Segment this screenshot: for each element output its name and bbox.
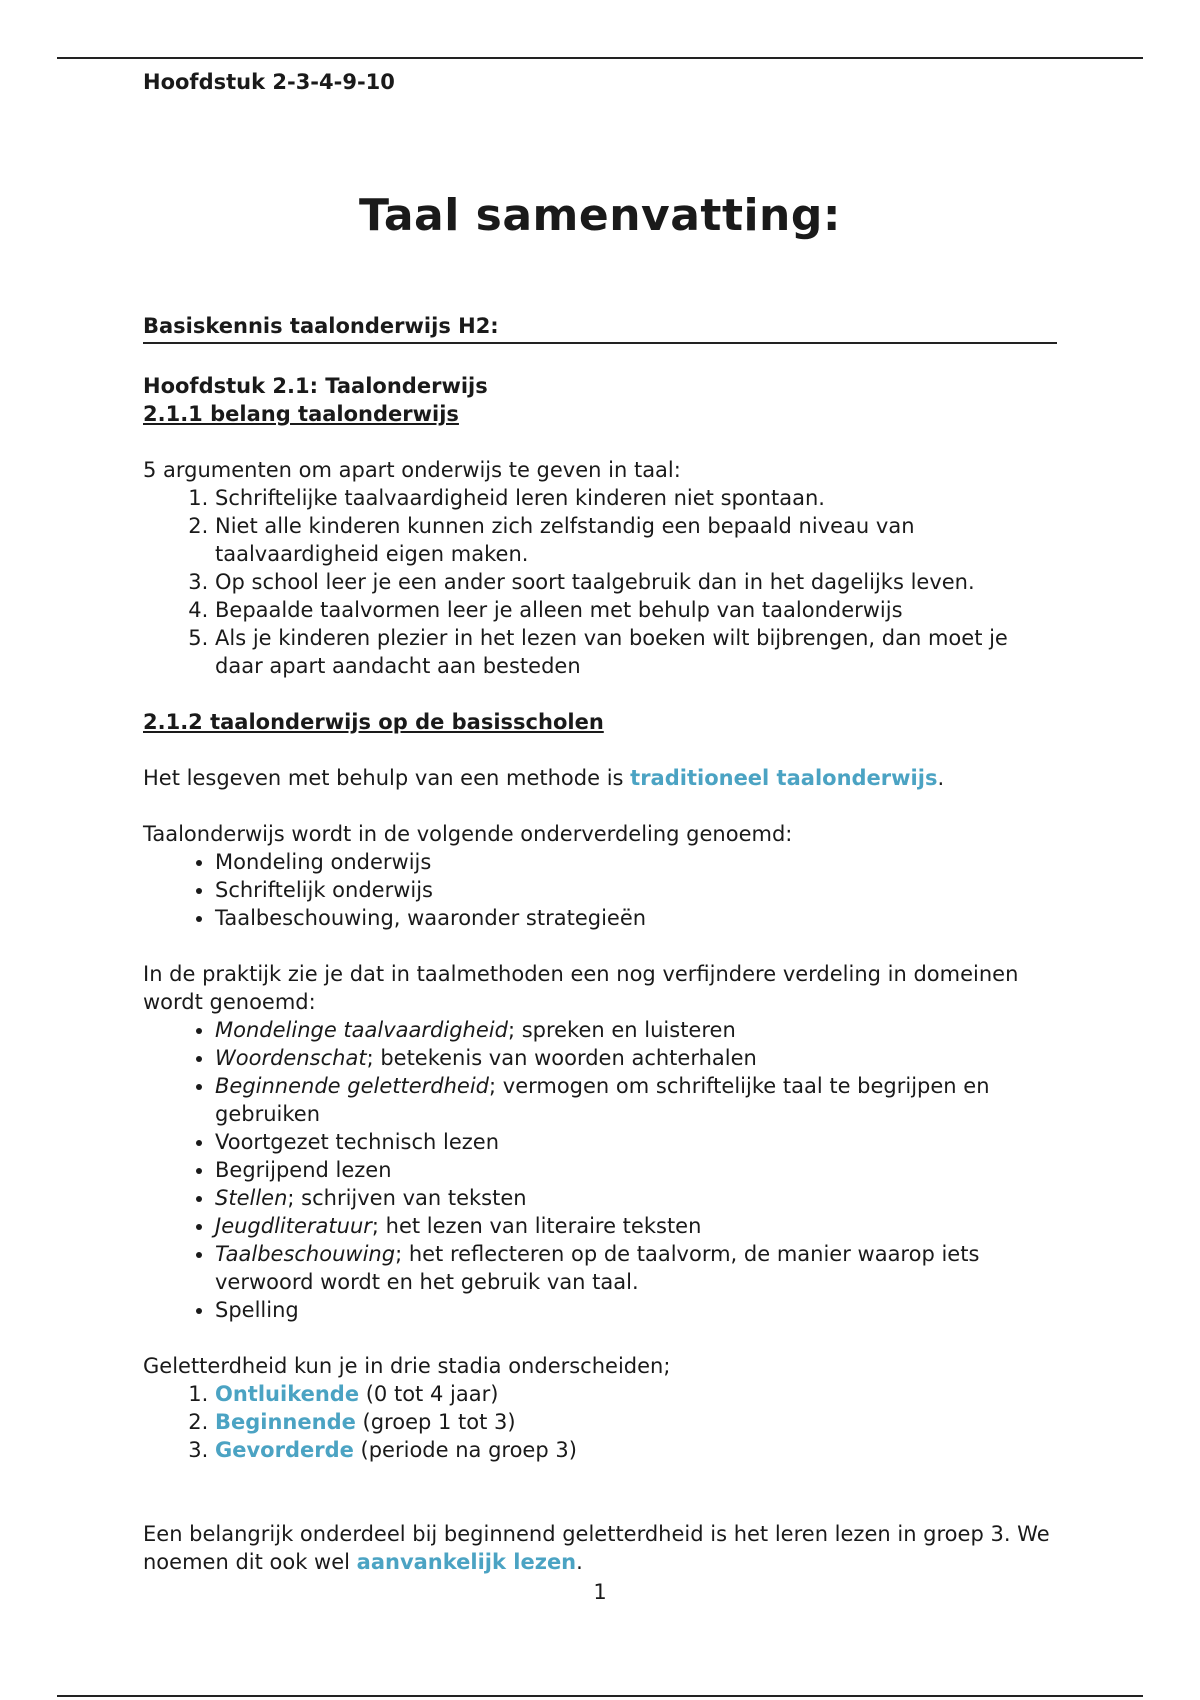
method-end: . (937, 766, 945, 790)
list-item: • Mondeling onderwijs (215, 848, 1057, 876)
division-list (143, 848, 1057, 932)
domain-term: Woordenschat (215, 1046, 367, 1070)
stage-desc: (periode na groep 3) (353, 1438, 577, 1462)
stage-desc: (0 tot 4 jaar) (359, 1382, 499, 1406)
domain-term: Stellen (215, 1186, 288, 1210)
method-text: Het lesgeven met behulp van een methode is (143, 766, 631, 790)
stage-term: Beginnende (215, 1410, 356, 1434)
chapter-heading: Hoofdstuk 2.1: Taalonderwijs (143, 374, 488, 398)
domain-term: Mondelinge taalvaardigheid (215, 1018, 508, 1042)
domain-desc: Begrijpend lezen (215, 1158, 392, 1182)
stages-intro: Geletterdheid kun je in drie stadia onderscheiden; (143, 1354, 671, 1378)
domain-desc: Spelling (215, 1298, 299, 1322)
list-item (215, 1436, 1057, 1464)
domains-intro: In de praktijk zie je dat in taalmethoden een nog verfijndere verdeling in domeinen wordt genoemd: (143, 962, 1019, 1014)
list-item (215, 1240, 1057, 1296)
bottom-rule (57, 1695, 1143, 1697)
list-item: 4. Bepaalde taalvormen leer je alleen met behulp van taalonderwijs (215, 596, 1057, 624)
list-item (215, 1016, 1057, 1044)
page-number: 1 (593, 1580, 607, 1604)
list-item (215, 1044, 1057, 1072)
domain-term: Beginnende geletterdheid (215, 1074, 490, 1098)
section-heading: Basiskennis taalonderwijs H2: (143, 312, 1057, 344)
domain-term: Taalbeschouwing (215, 1242, 396, 1266)
list-item: 3. Op school leer je een ander soort taalgebruik dan in het dagelijks leven. (215, 568, 1057, 596)
list-item (215, 1296, 1057, 1324)
domain-desc: ; het reflecteren op de taalvorm, de manier waarop iets verwoord wordt en het gebruik van taal. (215, 1242, 980, 1294)
list-item (215, 1072, 1057, 1128)
list-item (215, 1408, 1057, 1436)
list-item (215, 1212, 1057, 1240)
term-traditioneel-taalonderwijs: traditioneel taalonderwijs (630, 766, 938, 790)
list-item: • Schriftelijk onderwijs (215, 876, 1057, 904)
list-item: • Taalbeschouwing, waaronder strategieën (215, 904, 1057, 932)
list-item: 1. Schriftelijke taalvaardigheid leren kinderen niet spontaan. (215, 484, 1057, 512)
list-item (215, 1380, 1057, 1408)
arguments-list (143, 484, 1057, 680)
list-item (215, 1128, 1057, 1156)
reading-text: Een belangrijk onderdeel bij beginnend geletterdheid is het leren lezen in groep 3. We noemen dit ook wel (143, 1522, 1050, 1574)
term-aanvankelijk-lezen: aanvankelijk lezen (356, 1550, 577, 1574)
stage-term: Ontluikende (215, 1382, 360, 1406)
reading-paragraph (143, 1520, 1057, 1576)
list-item: 5. Als je kinderen plezier in het lezen van boeken wilt bijbrengen, dan moet je daar apart aandacht aan besteden (215, 624, 1057, 680)
running-header: Hoofdstuk 2-3-4-9-10 (143, 70, 395, 94)
domain-desc: Voortgezet technisch lezen (215, 1130, 500, 1154)
stage-term: Gevorderde (215, 1438, 354, 1462)
reading-end: . (576, 1550, 583, 1574)
subsection-heading-2-1-2: 2.1.2 taalonderwijs op de basisscholen (143, 710, 604, 734)
stages-list (143, 1380, 1057, 1464)
domains-list (143, 1016, 1057, 1324)
page-title: Taal samenvatting: (359, 190, 841, 241)
domain-desc: ; schrijven van teksten (287, 1186, 527, 1210)
domain-term: Jeugdliteratuur (215, 1214, 372, 1238)
stage-desc: (groep 1 tot 3) (355, 1410, 516, 1434)
domain-desc: ; vermogen om schriftelijke taal te begrijpen en gebruiken (215, 1074, 990, 1126)
method-paragraph (143, 764, 1057, 792)
list-item: 2. Niet alle kinderen kunnen zich zelfstandig een bepaald niveau van taalvaardigheid eigen maken. (215, 512, 1057, 568)
top-rule (57, 57, 1143, 59)
domain-desc: ; spreken en luisteren (507, 1018, 736, 1042)
list-item (215, 1156, 1057, 1184)
subsection-heading-2-1-1: 2.1.1 belang taalonderwijs (143, 402, 459, 426)
list-item (215, 1184, 1057, 1212)
domain-desc: ; betekenis van woorden achterhalen (366, 1046, 757, 1070)
arguments-intro: 5 argumenten om apart onderwijs te geven in taal: (143, 458, 681, 482)
document-page (143, 68, 1057, 1576)
domain-desc: ; het lezen van literaire teksten (371, 1214, 702, 1238)
division-intro: Taalonderwijs wordt in de volgende onderverdeling genoemd: (143, 822, 793, 846)
